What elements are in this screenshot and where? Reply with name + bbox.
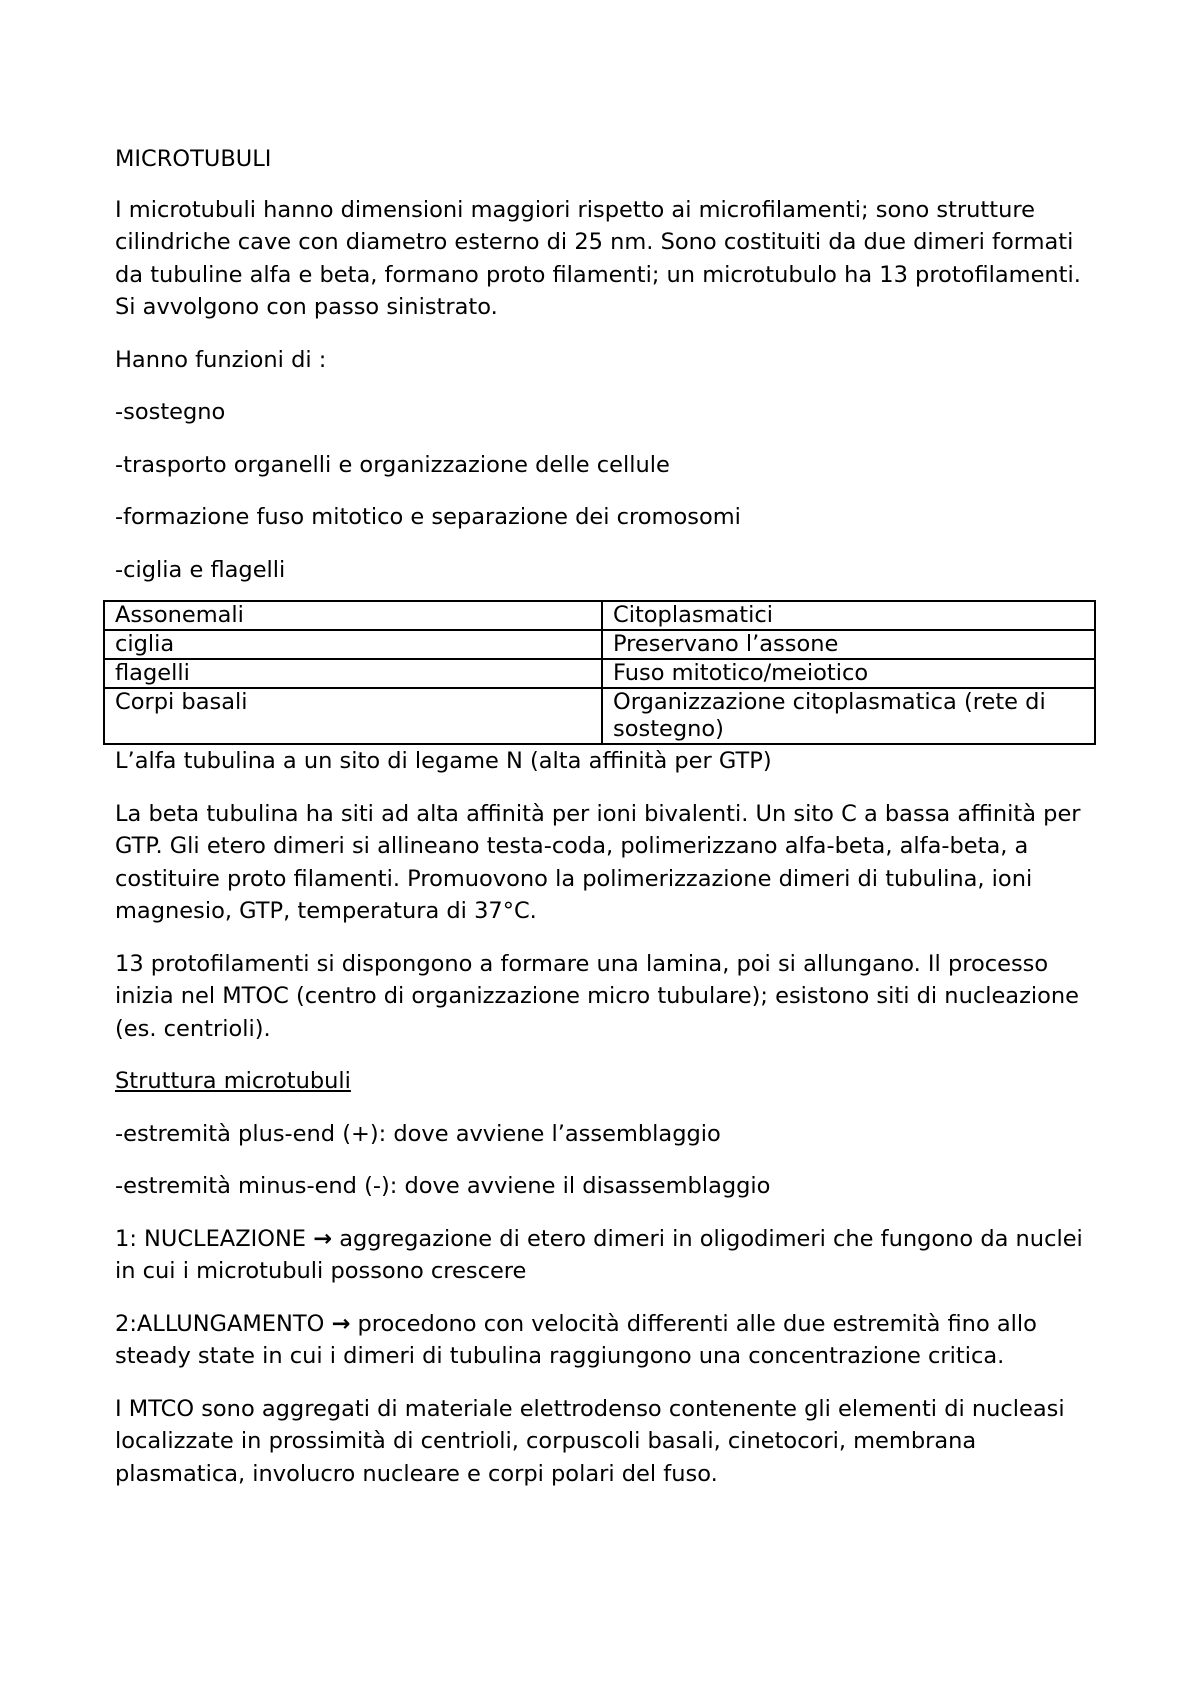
arrow-right-icon: → — [313, 1225, 333, 1252]
step-label: 1: NUCLEAZIONE — [115, 1225, 307, 1252]
functions-heading: Hanno funzioni di : — [115, 346, 327, 373]
table-row — [104, 659, 1095, 688]
table-row — [104, 688, 1095, 744]
mtco-paragraph: I MTCO sono aggregati di materiale elettrodenso contenente gli elementi di nucleasi localizzate in prossimità di centrioli, corpuscoli basali, cinetocori, membrana plasmatica, involucro nucleare e corpi polari del fuso. — [115, 1395, 1065, 1487]
function-item: -trasporto organelli e organizzazione delle cellule — [115, 451, 670, 478]
alfa-tubulina-paragraph: L’alfa tubulina a un sito di legame N (alta affinità per GTP) — [115, 748, 772, 774]
step-nucleazione — [115, 1223, 1105, 1288]
arrow-right-icon: → — [331, 1310, 351, 1337]
protofilamenti-paragraph: 13 protofilamenti si dispongono a formare una lamina, poi si allungano. Il processo inizia nel MTOC (centro di organizzazione micro tubulare); esistono siti di nucleazione (es. centrioli). — [115, 950, 1080, 1042]
table-cell: Corpi basali — [104, 688, 602, 744]
document-title: MICROTUBULI — [115, 146, 272, 172]
step-text: procedono con velocità differenti alle due estremità fino allo steady state in cui i dimeri di tubulina raggiungono una concentrazione critica. — [115, 1310, 1037, 1369]
table-cell: ciglia — [104, 630, 602, 659]
structure-heading: Struttura microtubuli — [115, 1068, 351, 1094]
function-item: -formazione fuso mitotico e separazione dei cromosomi — [115, 504, 741, 530]
table-row — [104, 601, 1095, 630]
table-cell: Fuso mitotico/meiotico — [602, 659, 1095, 688]
step-allungamento — [115, 1308, 1105, 1373]
table-cell: Organizzazione citoplasmatica (rete di sostegno) — [602, 688, 1095, 744]
table-cell: flagelli — [104, 659, 602, 688]
step-text: aggregazione di etero dimeri in oligodimeri che fungono da nuclei in cui i microtubuli possono crescere — [115, 1225, 1083, 1284]
table-cell: Preservano l’assone — [602, 630, 1095, 659]
microtubule-types-table — [103, 600, 1096, 745]
function-item: -sostegno — [115, 399, 226, 425]
table-cell: Assonemali — [104, 601, 602, 630]
table-cell: Citoplasmatici — [602, 601, 1095, 630]
table-row — [104, 630, 1095, 659]
minus-end-item: -estremità minus-end (-): dove avviene il disassemblaggio — [115, 1173, 771, 1199]
function-item: -ciglia e flagelli — [115, 556, 286, 583]
document-page — [115, 143, 1105, 1510]
step-label: 2:ALLUNGAMENTO — [115, 1310, 325, 1337]
beta-tubulina-paragraph: La beta tubulina ha siti ad alta affinità per ioni bivalenti. Un sito C a bassa affinità per GTP. Gli etero dimeri si allineano testa-coda, polimerizzano alfa-beta, alfa-beta, a costituire proto filamenti. Promuovono la polimerizzazione dimeri di tubulina, ioni magnesio, GTP, temperatura di 37°C. — [115, 800, 1081, 924]
intro-paragraph: I microtubuli hanno dimensioni maggiori rispetto ai microfilamenti; sono strutture cilindriche cave con diametro esterno di 25 nm. Sono costituiti da due dimeri formati da tubuline alfa e beta, formano proto filamenti; un microtubulo ha 13 protofilamenti. Si avvolgono con passo sinistrato. — [115, 196, 1081, 320]
plus-end-item: -estremità plus-end (+): dove avviene l’assemblaggio — [115, 1120, 721, 1147]
